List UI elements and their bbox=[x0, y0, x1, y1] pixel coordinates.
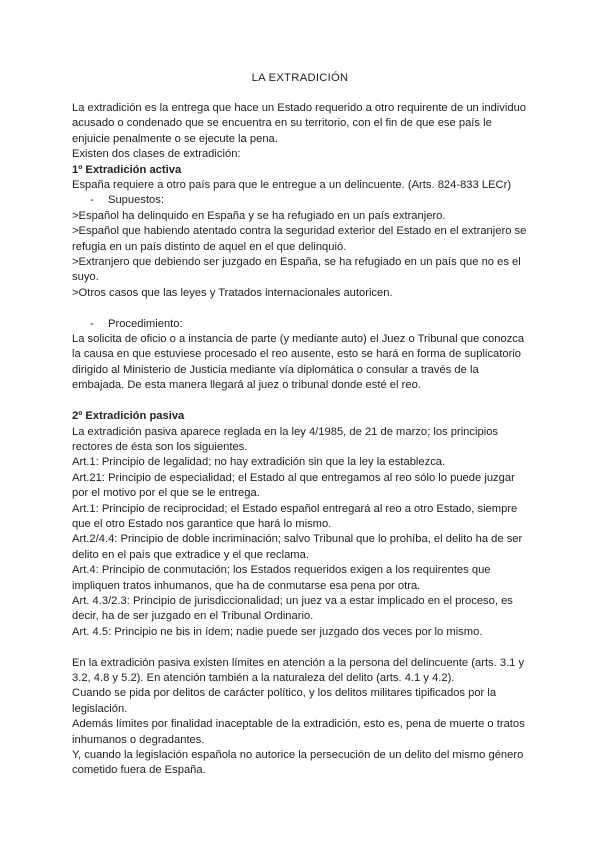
cases-bullet bbox=[72, 193, 530, 208]
case-item: >Español ha delinquido en España y se ha refugiado en un país extranjero. bbox=[72, 209, 446, 222]
principle-item: Art. 4.3/2.3: Principio de jurisdiccionalidad; un juez va a estar implicado en el proceso, es decir, ha de ser juzgado en el Tribunal Ordinario. bbox=[72, 594, 513, 623]
document-body bbox=[72, 101, 530, 779]
case-item: >Extranjero que debiendo ser juzgado en España, se ha refugiado en un país que no es el suyo. bbox=[72, 256, 521, 284]
passive-extradition-heading: 2º Extradición pasiva bbox=[72, 410, 185, 423]
limits-paragraph: Y, cuando la legislación española no autorice la persecución de un delito del mismo género cometido fuera de España. bbox=[72, 749, 524, 777]
active-extradition-heading: 1º Extradición activa bbox=[72, 163, 182, 176]
procedure-paragraph: La solicita de oficio o a instancia de parte (y mediante auto) el Juez o Tribunal que conozca la causa en que estuviese procesado el reo ausente, esto se hará en forma de suplicatorio dirigido al Ministerio de Justicia mediante vía diplomática o consular a través de la embajada. De esta manera llegará al juez o tribunal donde esté el reo. bbox=[72, 333, 525, 392]
spacer bbox=[72, 640, 530, 655]
spacer bbox=[72, 301, 530, 316]
page-title: LA EXTRADICIÓN bbox=[251, 72, 349, 84]
principle-item: Art.1: Principio de legalidad; no hay extradición sin que la ley la establezca. bbox=[72, 456, 446, 469]
case-item: >Otros casos que las leyes y Tratados internacionales autoricen. bbox=[72, 286, 393, 299]
procedure-label: Procedimiento: bbox=[108, 317, 183, 330]
cases-label: Supuestos: bbox=[108, 194, 164, 207]
limits-paragraph: Además límites por finalidad inaceptable de la extradición, esto es, pena de muerte o tratos inhumanos o degradantes. bbox=[72, 718, 525, 746]
passive-definition: La extradición pasiva aparece reglada en la ley 4/1985, de 21 de marzo; los principios rectores de ésta son los siguientes. bbox=[72, 425, 499, 453]
principle-item: Art.2/4.4: Principio de doble incriminación; salvo Tribunal que lo prohíba, el delito ha de ser delito en el país que extradice y el que reclama. bbox=[72, 533, 523, 561]
principle-item: Art. 4.5: Principio ne bis in ídem; nadie puede ser juzgado dos veces por lo mismo. bbox=[72, 625, 483, 638]
principle-item: Art.4: Principio de conmutación; los Estados requeridos exigen a los requirentes que impliquen tratos inhumanos, que ha de conmutarse esa pena por otra. bbox=[72, 564, 491, 592]
active-definition: España requiere a otro país para que le entregue a un delincuente. (Arts. 824-833 LECr) bbox=[72, 179, 512, 192]
bullet-dash: - bbox=[90, 194, 94, 207]
principle-item: Art.1: Principio de reciprocidad; el Estado español entregará al reo a otro Estado, siempre que el otro Estado nos garantice que hará lo mismo. bbox=[72, 502, 518, 530]
spacer bbox=[72, 394, 530, 409]
bullet-dash: - bbox=[90, 317, 94, 330]
case-item: >Español que habiendo atentado contra la seguridad exterior del Estado en el extranjero se refugia en un país distinto de aquel en el que delinquió. bbox=[72, 225, 527, 253]
intro-paragraph: La extradición es la entrega que hace un Estado requerido a otro requirente de un individuo acusado o condenado que se encuentra en su territorio, con el fin de que ese país le enjuicie penalmente o se ejecute la pena. bbox=[72, 102, 527, 145]
procedure-bullet bbox=[72, 317, 530, 332]
intro-classes-line: Existen dos clases de extradición: bbox=[72, 148, 241, 161]
limits-paragraph: Cuando se pida por delitos de carácter político, y los delitos militares tipificados por la legislación. bbox=[72, 687, 497, 715]
limits-paragraph: En la extradición pasiva existen límites en atención a la persona del delincuente (arts. 3.1 y 3.2, 4.8 y 5.2). En atención también a la naturaleza del delito (arts. 4.1 y 4.2). bbox=[72, 656, 525, 684]
principle-item: Art.21: Principio de especialidad; el Estado al que entregamos al reo sólo lo puede juzgar por el motivo por el que se le entrega. bbox=[72, 471, 515, 500]
